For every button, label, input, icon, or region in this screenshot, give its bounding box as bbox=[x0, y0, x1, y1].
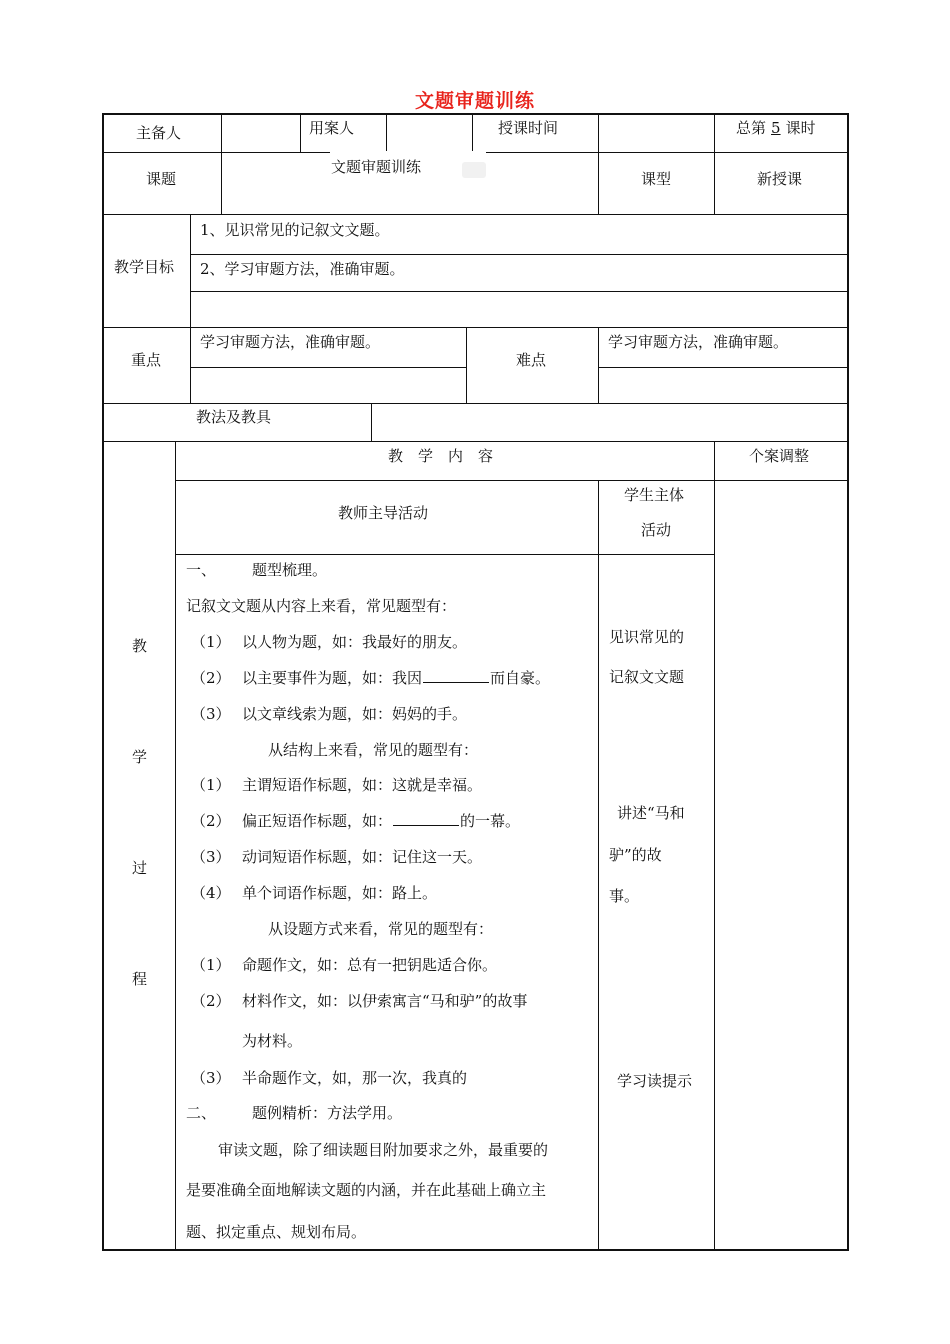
divider bbox=[300, 113, 301, 153]
text-part: 而自豪。 bbox=[490, 669, 551, 687]
teacher-activity-header: 教师主导活动 bbox=[338, 504, 429, 522]
methods-label: 教法及教具 bbox=[196, 408, 272, 426]
table-right-border bbox=[847, 113, 849, 1250]
text-line: 动词短语作标题，如：记住这一天。 bbox=[242, 848, 483, 866]
goal-item: 1、见识常见的记叙文文题。 bbox=[200, 221, 390, 239]
adjust-header: 个案调整 bbox=[749, 447, 810, 465]
text-line: 以人物为题，如：我最好的朋友。 bbox=[242, 633, 468, 651]
text-line: 从设题方式来看，常见的题型有： bbox=[268, 920, 494, 938]
lesson-type-label: 课型 bbox=[641, 170, 672, 188]
divider bbox=[190, 291, 849, 292]
text-line bbox=[242, 811, 520, 831]
list-number: （2） bbox=[191, 669, 231, 687]
text-line: 材料作文，如：以伊索寓言“马和驴”的故事 bbox=[242, 992, 528, 1010]
divider bbox=[175, 554, 715, 555]
divider bbox=[190, 254, 849, 255]
text-line: 见识常见的 bbox=[609, 628, 685, 646]
lesson-type-value: 新授课 bbox=[757, 170, 803, 188]
key-point-value: 学习审题方法，准确审题。 bbox=[200, 333, 381, 351]
divider bbox=[190, 214, 191, 328]
list-number: （3） bbox=[191, 705, 231, 723]
text-line: 驴”的故 bbox=[609, 846, 662, 864]
text-line: 记叙文文题 bbox=[609, 668, 685, 686]
process-side-char: 学 bbox=[132, 748, 148, 766]
text-line: 命题作文，如：总有一把钥匙适合你。 bbox=[242, 956, 498, 974]
table-bottom-border bbox=[102, 1249, 849, 1251]
table-left-border bbox=[102, 113, 104, 1250]
text-line: 主谓短语作标题，如：这就是幸福。 bbox=[242, 776, 483, 794]
text-part: 偏正短语作标题，如： bbox=[242, 812, 393, 830]
divider bbox=[190, 327, 191, 403]
divider bbox=[102, 327, 849, 328]
list-number: （3） bbox=[191, 848, 231, 866]
list-number: （4） bbox=[191, 884, 231, 902]
text-line: 讲述“马和 bbox=[617, 804, 685, 822]
list-number: （2） bbox=[191, 992, 231, 1010]
total-number: 5 bbox=[771, 119, 781, 137]
difficulty-value: 学习审题方法，准确审题。 bbox=[608, 333, 789, 351]
process-side-char: 程 bbox=[132, 970, 148, 988]
topic-value: 文题审题训练 bbox=[331, 158, 422, 176]
text-line: 单个词语作标题，如：路上。 bbox=[242, 884, 438, 902]
text-line: 半命题作文，如，那一次，我真的 bbox=[242, 1069, 468, 1087]
divider bbox=[102, 441, 849, 442]
divider bbox=[221, 113, 222, 215]
scan-mask bbox=[330, 151, 486, 154]
section-title: 题型梳理。 bbox=[252, 561, 328, 579]
text-line: 以文章线索为题，如：妈妈的手。 bbox=[242, 705, 468, 723]
difficulty-label: 难点 bbox=[516, 351, 547, 369]
divider bbox=[190, 367, 467, 368]
text-part: 的一幕。 bbox=[460, 812, 521, 830]
student-activity-header: 活动 bbox=[641, 521, 672, 539]
divider bbox=[598, 113, 599, 215]
text-line: 为材料。 bbox=[242, 1032, 303, 1050]
text-part: 以主要事件为题，如：我因 bbox=[242, 669, 423, 687]
text-line: 从结构上来看，常见的题型有： bbox=[268, 741, 479, 759]
text-line: 题、拟定重点、规划布局。 bbox=[186, 1223, 367, 1241]
text-line: 是要准确全面地解读文题的内涵，并在此基础上确立主 bbox=[186, 1181, 547, 1199]
table-top-border bbox=[102, 113, 849, 115]
section-title: 题例精析：方法学用。 bbox=[252, 1104, 403, 1122]
list-number: （1） bbox=[191, 956, 231, 974]
time-label: 授课时间 bbox=[498, 119, 559, 137]
list-number: （3） bbox=[191, 1069, 231, 1087]
list-number: （1） bbox=[191, 633, 231, 651]
text-line: 审读文题，除了细读题目附加要求之外，最重要的 bbox=[218, 1141, 549, 1159]
divider bbox=[714, 113, 715, 215]
fill-blank bbox=[393, 811, 459, 826]
divider bbox=[386, 113, 387, 153]
preparer-label: 主备人 bbox=[136, 124, 182, 142]
divider bbox=[714, 441, 715, 1249]
divider bbox=[466, 327, 467, 403]
topic-label: 课题 bbox=[146, 170, 177, 188]
total-suffix: 课时 bbox=[785, 119, 816, 137]
text-line bbox=[242, 668, 550, 688]
total-lessons bbox=[736, 118, 816, 138]
total-prefix: 总第 bbox=[736, 119, 767, 137]
goals-label: 教学目标 bbox=[114, 258, 175, 276]
text-line: 学习读提示 bbox=[617, 1072, 693, 1090]
process-side-char: 过 bbox=[132, 859, 148, 877]
process-side-char: 教 bbox=[132, 637, 148, 655]
key-point-label: 重点 bbox=[131, 351, 162, 369]
text-line: 记叙文文题从内容上来看，常见题型有： bbox=[186, 597, 457, 615]
divider bbox=[598, 367, 849, 368]
list-number: （2） bbox=[191, 812, 231, 830]
section-number: 一、 bbox=[186, 561, 217, 579]
document-title: 文题审题训练 bbox=[414, 90, 535, 112]
student-activity-header: 学生主体 bbox=[624, 486, 685, 504]
content-header: 教 学 内 容 bbox=[388, 447, 494, 465]
divider bbox=[472, 113, 473, 153]
user-label: 用案人 bbox=[309, 119, 355, 137]
divider bbox=[102, 403, 849, 404]
scan-smudge bbox=[462, 162, 486, 178]
fill-blank bbox=[423, 668, 489, 683]
section-number: 二、 bbox=[186, 1104, 217, 1122]
divider bbox=[598, 480, 599, 1249]
divider bbox=[598, 327, 599, 403]
divider bbox=[175, 441, 176, 1249]
divider bbox=[371, 403, 372, 441]
list-number: （1） bbox=[191, 776, 231, 794]
text-line: 事。 bbox=[609, 887, 640, 905]
divider bbox=[175, 480, 849, 481]
goal-item: 2、学习审题方法，准确审题。 bbox=[200, 260, 405, 278]
divider bbox=[102, 214, 849, 215]
